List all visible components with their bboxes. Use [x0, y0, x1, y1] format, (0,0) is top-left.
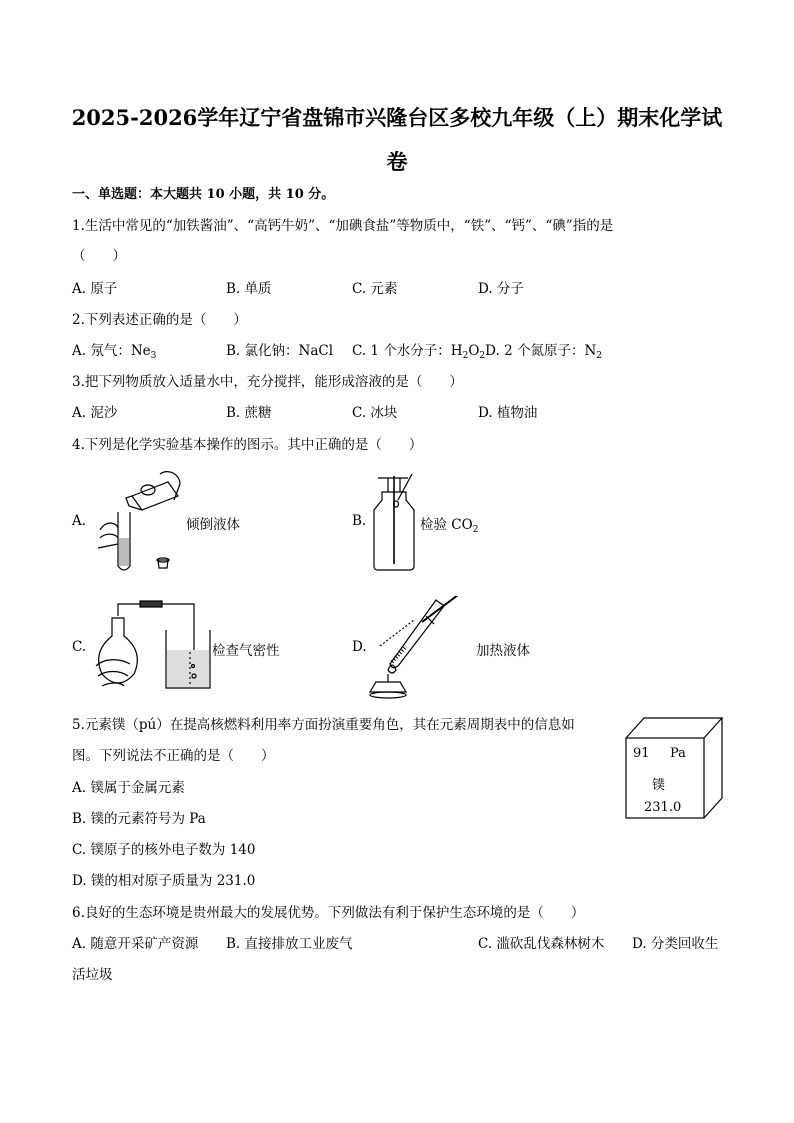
q3-option-b: B. 蔗糖: [226, 405, 272, 421]
co2-test-figure: [368, 470, 420, 574]
q4-stem: 4.下列是化学实验基本操作的图示。其中正确的是（ ）: [72, 437, 423, 453]
q6-option-d-continued: 活垃圾: [72, 967, 113, 983]
q1-option-c: C. 元素: [352, 281, 398, 297]
heating-liquid-figure: [366, 596, 466, 700]
element-atomic-number: 91: [633, 746, 650, 761]
q4-option-a-caption: 倾倒液体: [186, 517, 240, 533]
q6-option-d: D. 分类回收生: [632, 936, 719, 952]
q2-option-c: C. 1 个水分子：$H_2O_2D$. 2 个氮原子：$N_2$: [352, 343, 602, 361]
q1-option-d: D. 分子: [478, 281, 524, 297]
q5-stem-line2: 图。下列说法不正确的是（ ）: [72, 748, 275, 764]
q3-option-d: D. 植物油: [478, 405, 538, 421]
q1-stem-line2: （ ）: [72, 248, 126, 264]
section-heading: 一、单选题：本大题共 10 小题，共 10 分。: [72, 187, 335, 202]
q6-option-b: B. 直接排放工业废气: [226, 936, 353, 952]
q5-option-b: B. 镤的元素符号为 Pa: [72, 811, 206, 827]
q4-option-b-caption: 检验 $CO_2$: [420, 517, 479, 535]
q6-option-c: C. 滥砍乱伐森林树木: [478, 936, 605, 952]
q4-option-a-label: A.: [72, 513, 87, 529]
q6-stem: 6.良好的生态环境是贵州最大的发展优势。下列做法有利于保护生态环境的是（ ）: [72, 905, 585, 921]
title-line-2: 卷: [386, 149, 408, 174]
q6-option-a: A. 随意开采矿产资源: [72, 936, 199, 952]
q4-option-c-label: C.: [72, 639, 87, 655]
q3-stem: 3.把下列物质放入适量水中，充分搅拌，能形成溶液的是（ ）: [72, 374, 463, 390]
airtightness-figure: [90, 600, 212, 696]
q4-option-d-label: D.: [352, 639, 367, 655]
element-atomic-mass: 231.0: [644, 800, 682, 815]
q2-option-b: B. 氯化钠：NaCl: [226, 343, 334, 359]
q3-option-c: C. 冰块: [352, 405, 398, 421]
q2-option-d: D. 2 个氮原子：$N_2$: [485, 343, 602, 361]
q5-option-c: C. 镤原子的核外电子数为 140: [72, 842, 256, 858]
q1-option-a: A. 原子: [72, 281, 118, 297]
q2-option-a: A. 氖气：$Ne_3$: [72, 343, 157, 361]
pouring-liquid-figure: [88, 468, 184, 578]
q5-option-d: D. 镤的相对原子质量为 231.0: [72, 873, 256, 889]
q1-option-b: B. 单质: [226, 281, 272, 297]
element-symbol: Pa: [670, 746, 686, 761]
q4-option-d-caption: 加热液体: [476, 643, 530, 659]
q1-stem-line1: 1.生活中常见的“加铁酱油”、“高钙牛奶”、“加碘食盐”等物质中，“铁”、“钙”、“碘”指的是: [72, 218, 614, 234]
q4-option-c-caption: 检查气密性: [212, 643, 280, 659]
q5-stem-line1: 5.元素镤（pú）在提高核燃料利用率方面扮演重要角色，其在元素周期表中的信息如: [72, 717, 575, 733]
q5-option-a: A. 镤属于金属元素: [72, 780, 185, 796]
q2-stem: 2.下列表述正确的是（ ）: [72, 312, 247, 328]
element-cell-figure: [624, 716, 724, 820]
element-name: 镤: [652, 778, 666, 793]
q4-option-b-label: B.: [352, 513, 367, 529]
exam-title: [70, 96, 724, 184]
title-line-1: 2025-2026学年辽宁省盘锦市兴隆台区多校九年级（上）期末化学试: [71, 105, 723, 130]
q3-option-a: A. 泥沙: [72, 405, 118, 421]
